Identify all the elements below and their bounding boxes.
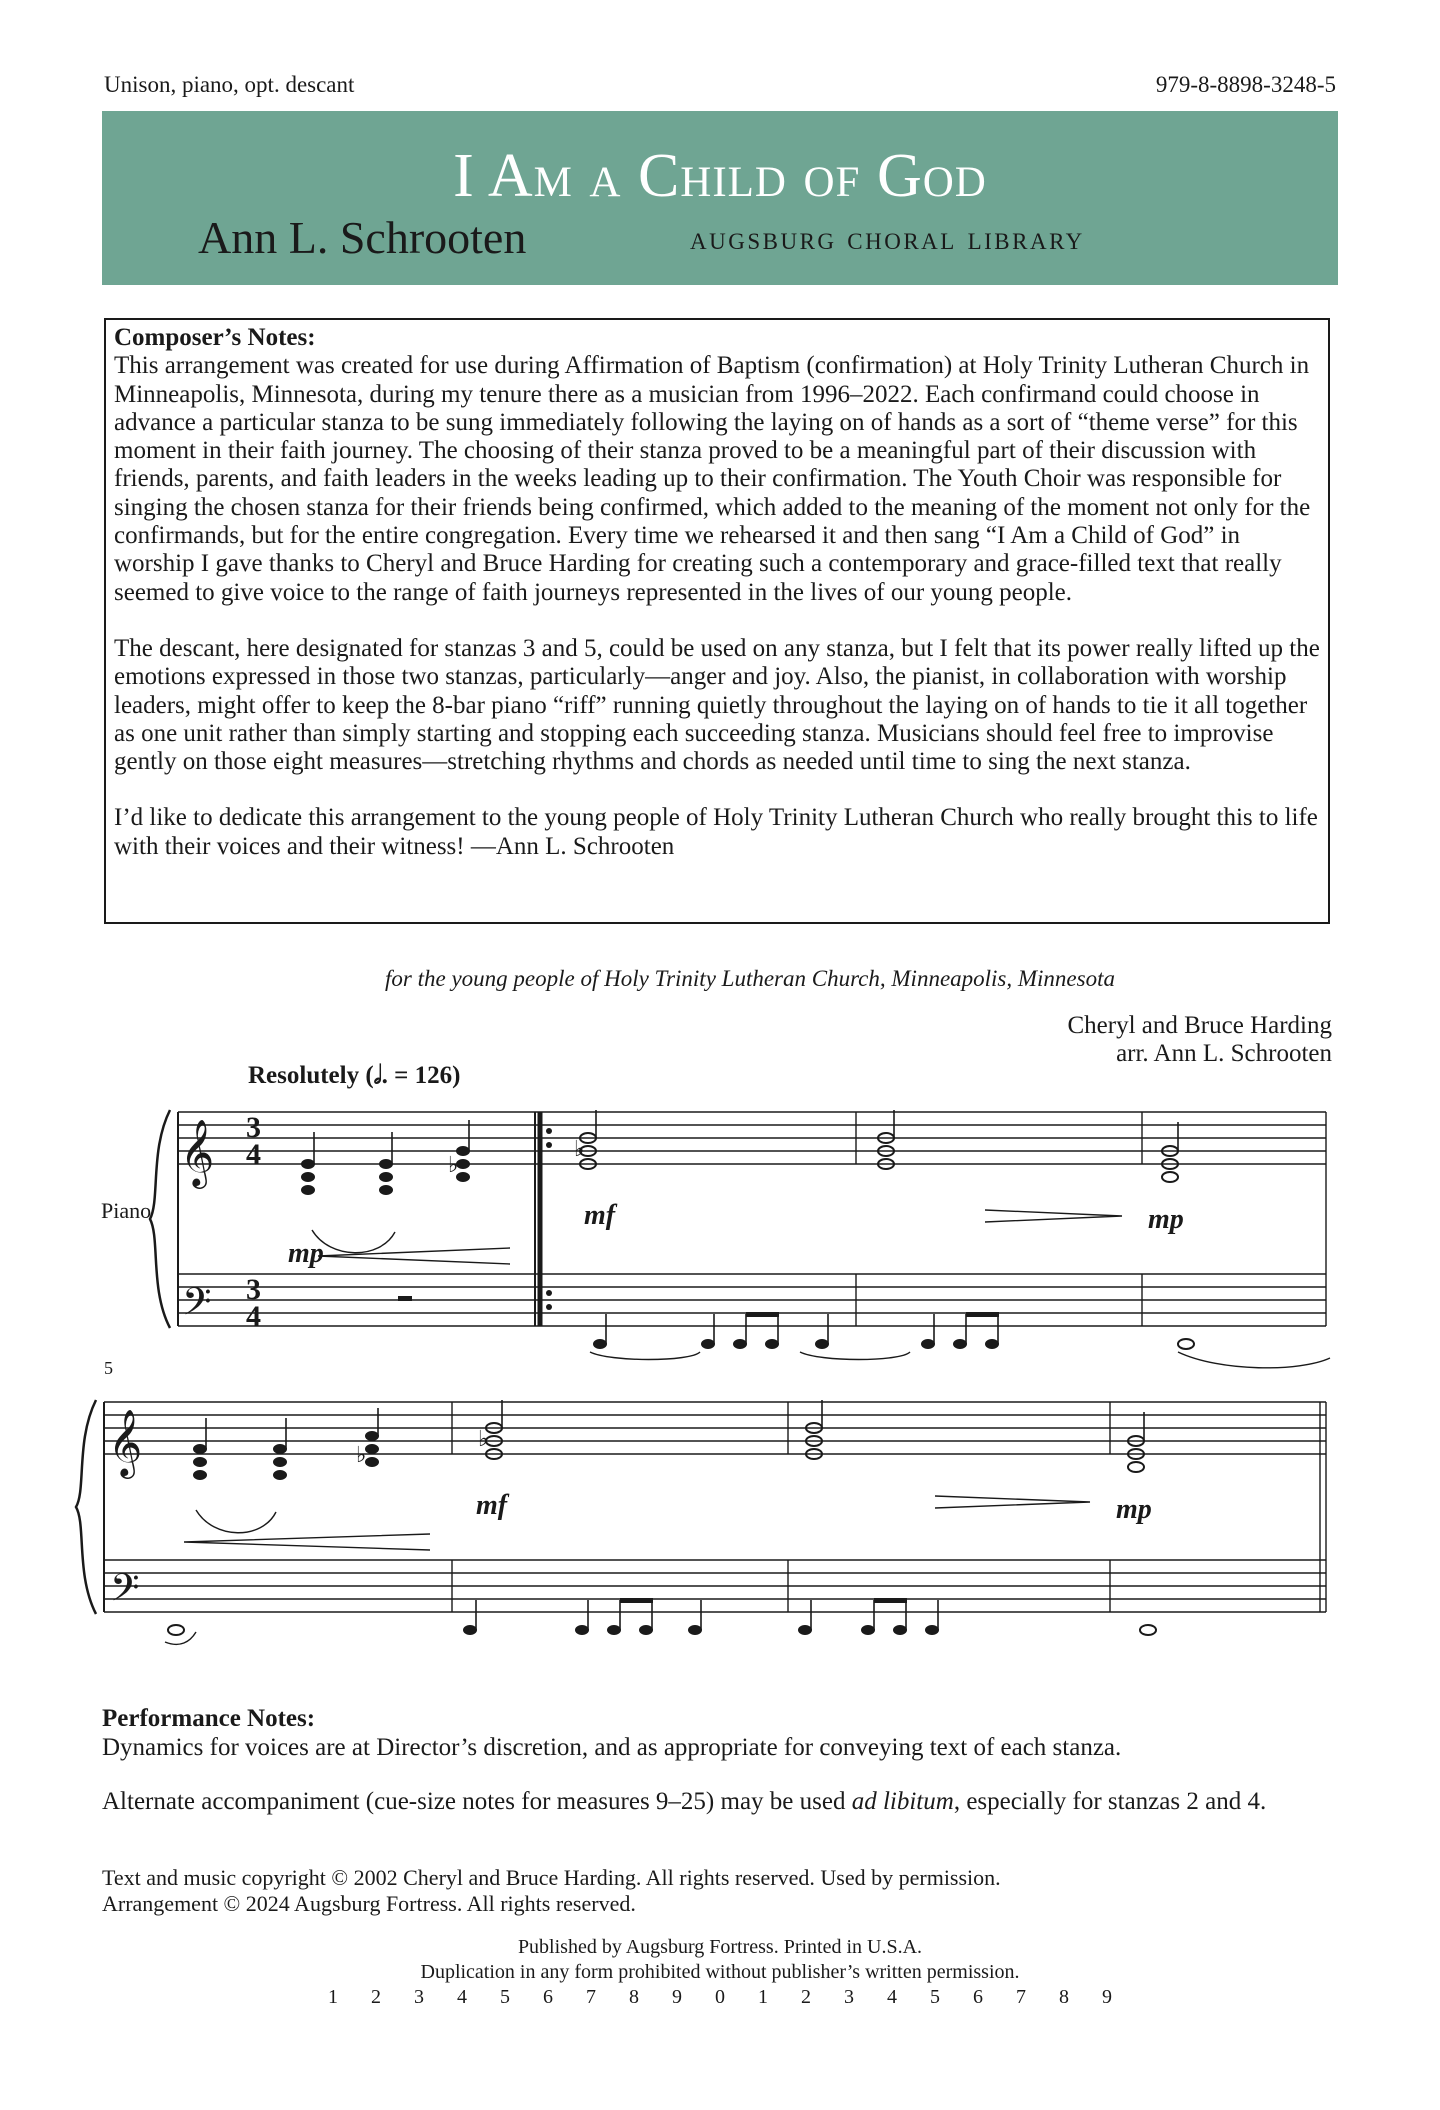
dynamic-mf: mf [584, 1200, 616, 1231]
composer-notes-paragraph-1: This arrangement was created for use during Affirmation of Baptism (confirmation) at Holy Trinity Lutheran Church in Minneapolis, Minnesota, during my tenure there as a musician from 1996–2022. Each confirmand could choose in advance a particular stanza to be sung immediately following the laying on of hands as a sort of “theme verse” for this moment in their faith journey. The choosing of their stanza proved to be a meaningful part of their discussion with friends, parents, and faith leaders in the weeks leading up to their confirmation. The Youth Choir was responsible for singing the chosen stanza for their friends being confirmed, which added to the meaning of the moment not only for the confirmands, but for the entire congregation. Every time we rehearsed it and then sang “I Am a Child of God” in worship I gave thanks to Cheryl and Bruce Harding for creating such a contemporary and grace-filled text that really seemed to give voice to the range of faith journeys represented in the lives of our young people. [114, 352, 1311, 606]
series-name: augsburg choral library [690, 221, 1085, 257]
treble-clef: 𝄞 [108, 1408, 143, 1476]
instrument-label: Piano [101, 1198, 152, 1223]
voicing-label: Unison, piano, opt. descant [104, 72, 355, 97]
composer-name: Ann L. Schrooten [198, 212, 527, 263]
footer-line-1: Published by Augsburg Fortress. Printed in U.S.A. [517, 1936, 923, 1958]
footer-line-2: Duplication in any form prohibited without publisher’s written permission. [420, 1961, 1020, 1983]
arranger-credit: arr. Ann L. Schrooten [1116, 1040, 1332, 1067]
composer-notes-paragraph-2: The descant, here designated for stanzas 3 and 5, could be used on any stanza, but I felt that its power really lifted up the emotions expressed in those two stanzas, particularly—anger and joy. Also, the pianist, in collaboration with worship leaders, might offer to keep the 8-bar piano “riff” running quietly throughout the laying on of hands to tie it all together as one unit rather than simply starting and stopping each succeeding stanza. Musicians should feel free to improvise gently on those eight measures—stretching rhythms and chords as needed until time to sing the next stanza. [114, 634, 1320, 776]
isbn-label: 979-8-8898-3248-5 [1155, 72, 1336, 97]
performance-notes [102, 1705, 1342, 1843]
copyright-line-2: Arrangement © 2024 Augsburg Fortress. All rights reserved. [102, 1891, 636, 1916]
bass-clef: 𝄢 [110, 1565, 140, 1619]
system-2-bass-staff [104, 1560, 1326, 1612]
flat-sign: ♭ [574, 1137, 585, 1162]
performance-notes-paragraph-2 [102, 1788, 1342, 1817]
dynamic-mf: mf [476, 1490, 508, 1521]
treble-clef: 𝄞 [180, 1118, 215, 1186]
performance-notes-paragraph-1: Dynamics for voices are at Director’s discretion, and as appropriate for conveying text of each stanza. [102, 1733, 1122, 1761]
bass-clef: 𝄢 [182, 1279, 212, 1333]
system-1-bass-staff [178, 1274, 1326, 1326]
page-title: I Am a Child of God [453, 142, 987, 210]
dynamic-mp: mp [1116, 1494, 1152, 1525]
time-sig-bottom: 4 [246, 1138, 261, 1171]
time-sig-top: 3 [246, 1111, 261, 1144]
measure-number: 5 [104, 1358, 113, 1378]
time-sig-bottom: 4 [246, 1300, 261, 1333]
composer-notes-heading: Composer’s Notes: [114, 324, 316, 351]
performance-notes-text: Alternate accompaniment (cue-size notes for measures 9–25) may be used [102, 1788, 852, 1815]
copyright-line-1: Text and music copyright © 2002 Cheryl and Bruce Harding. All rights reserved. Used by permission. [102, 1865, 1001, 1890]
dedication: for the young people of Holy Trinity Lutheran Church, Minneapolis, Minnesota [385, 966, 1115, 991]
flat-sign: ♭ [448, 1153, 459, 1178]
tempo-marking: Resolutely (𝅗𝅥. = 126) [248, 1062, 461, 1089]
time-sig-top: 3 [246, 1273, 261, 1306]
system-2-treble-staff [104, 1402, 1326, 1454]
performance-notes-heading: Performance Notes: [102, 1705, 316, 1732]
flat-sign: ♭ [478, 1427, 489, 1452]
performance-notes-italic: ad libitum [851, 1788, 954, 1815]
publisher-footer [0, 1935, 1440, 2010]
print-line: 1 2 3 4 5 6 7 8 9 0 1 2 3 4 5 6 7 8 9 [328, 1986, 1126, 2008]
system-1-treble-staff [178, 1112, 1326, 1164]
text-credit: Cheryl and Bruce Harding [1067, 1012, 1332, 1039]
dynamic-mp: mp [1148, 1204, 1184, 1235]
dynamic-mp: mp [288, 1238, 324, 1269]
copyright-notice [102, 1865, 1001, 1917]
flat-sign: ♭ [356, 1443, 367, 1468]
performance-notes-text: , especially for stanzas 2 and 4. [953, 1788, 1267, 1815]
composer-notes-paragraph-3: I’d like to dedicate this arrangement to the young people of Holy Trinity Lutheran Church who really brought this to life with their voices and their witness! —Ann L. Schrooten [114, 804, 1318, 860]
